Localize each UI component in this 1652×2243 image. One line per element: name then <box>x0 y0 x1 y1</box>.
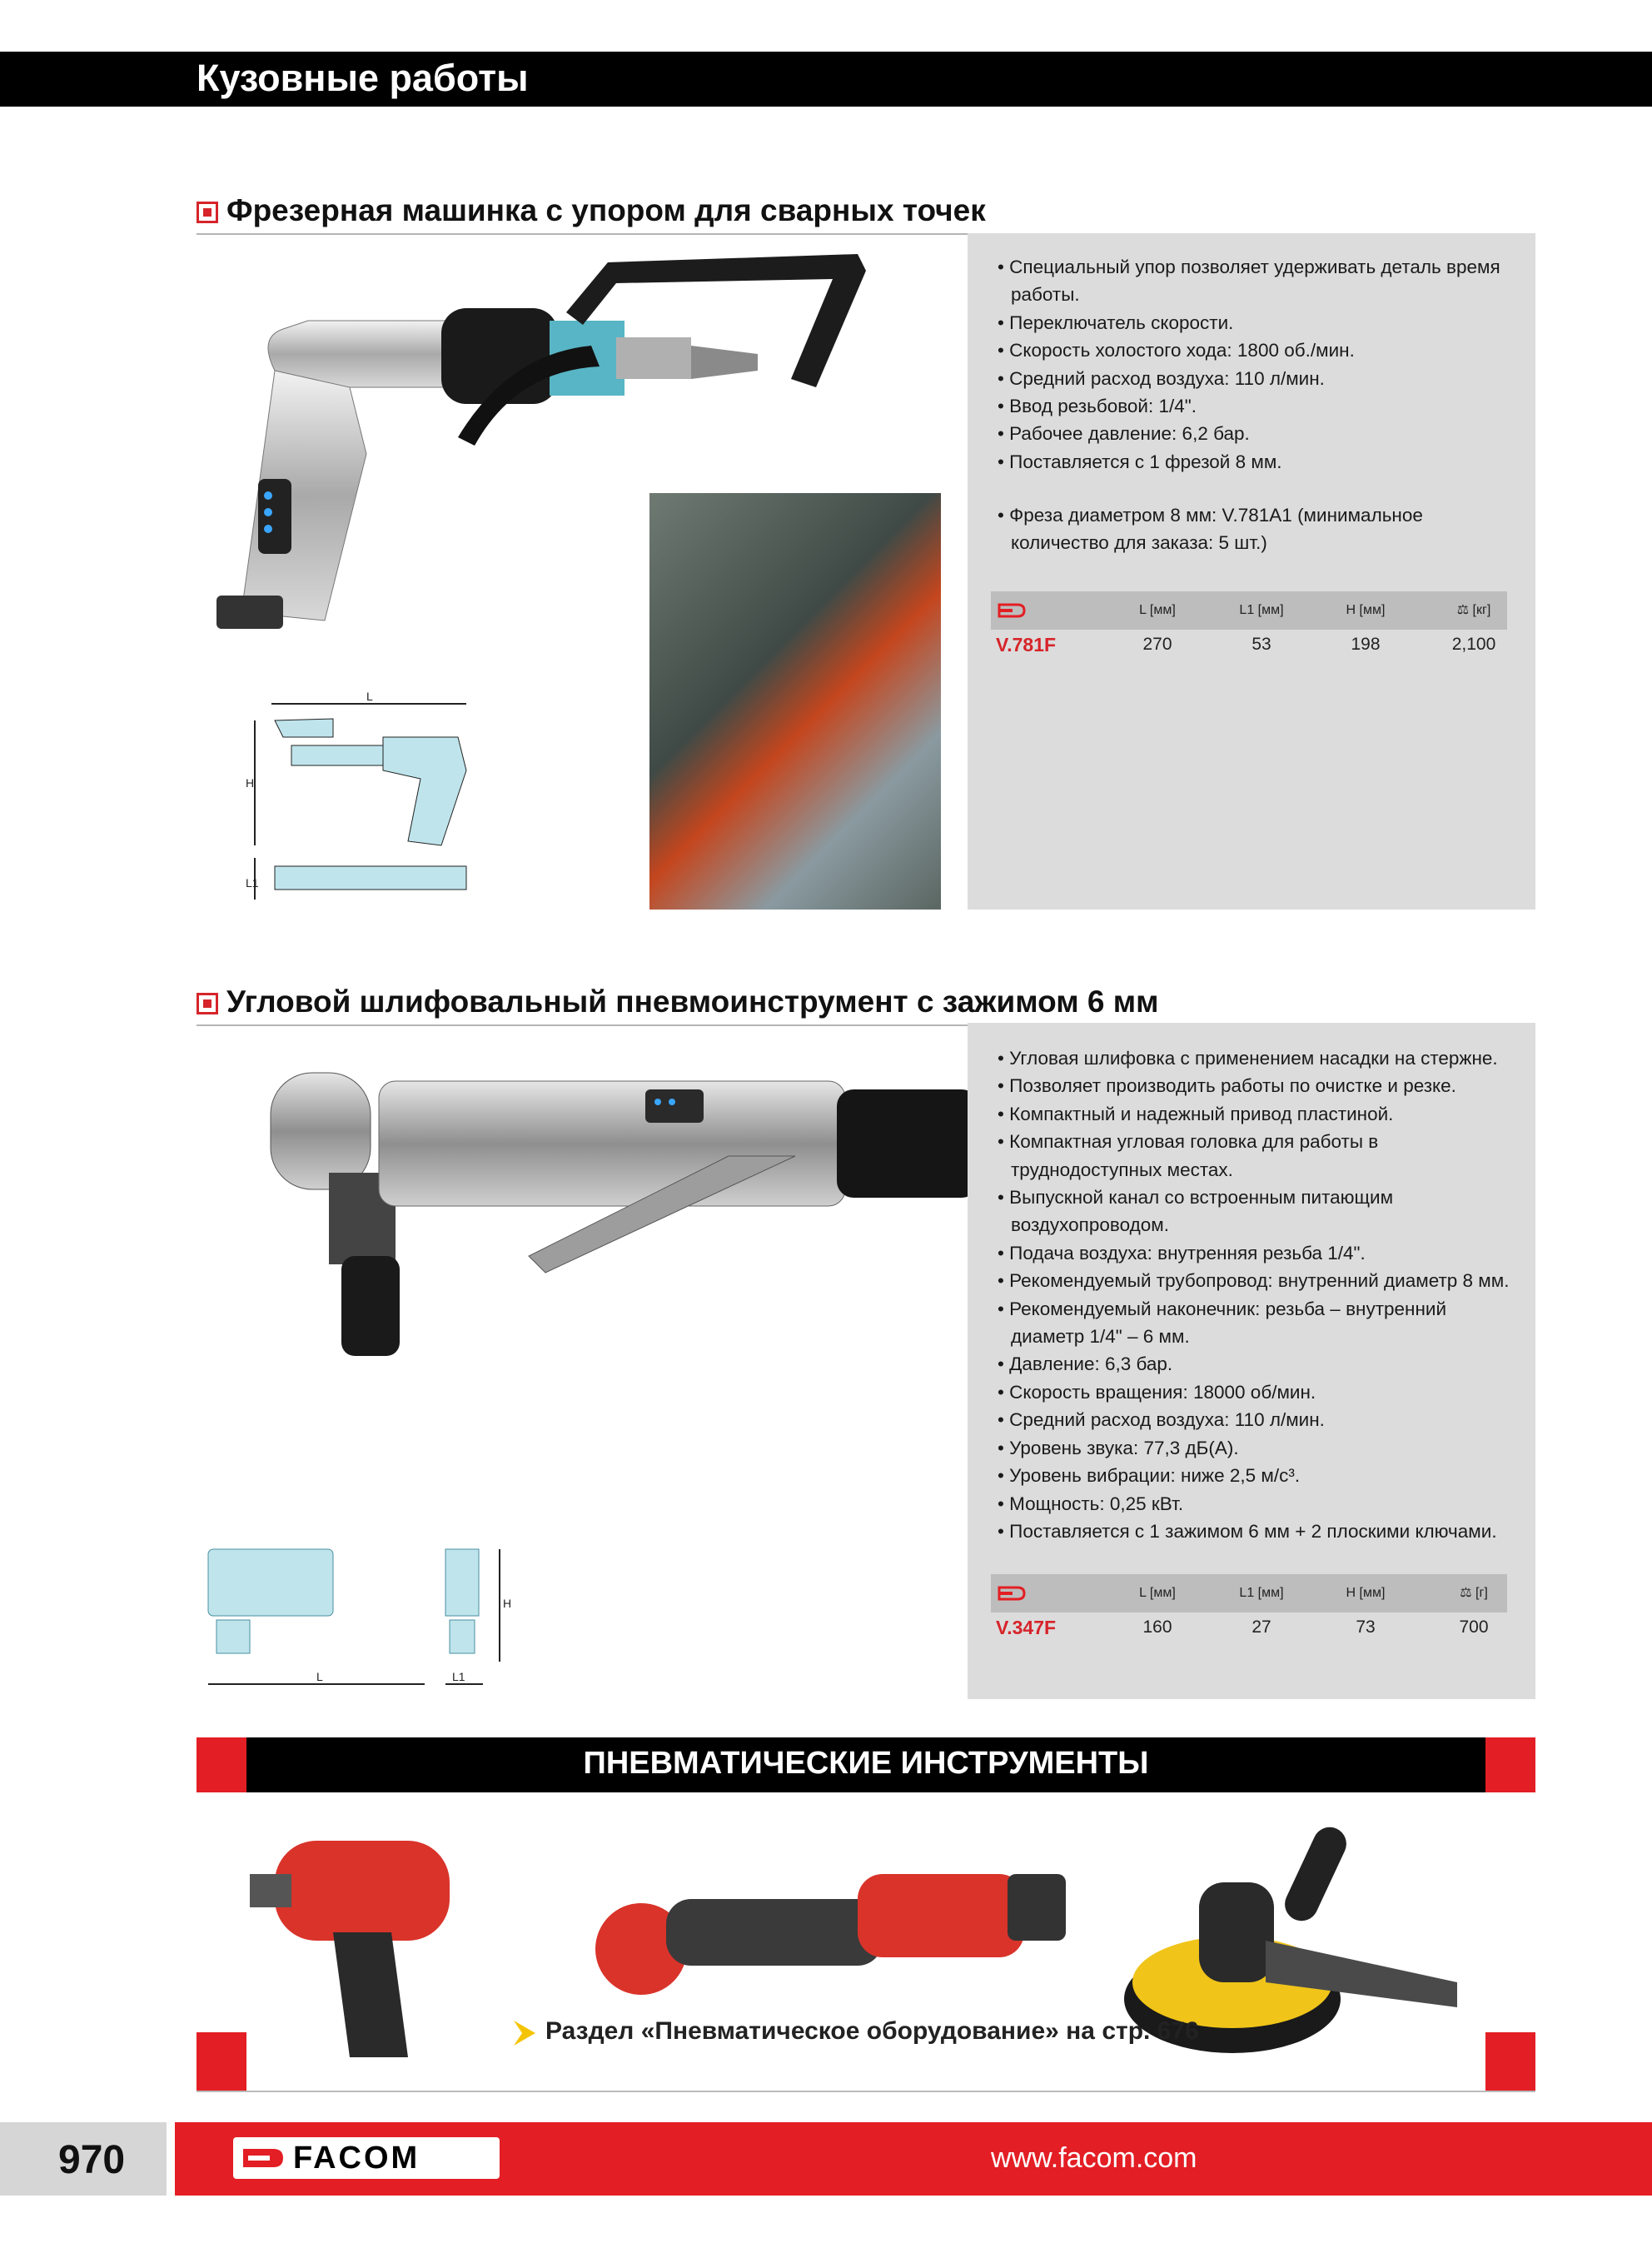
page-title: Кузовные работы <box>197 57 529 99</box>
product2-features <box>989 1044 1522 1545</box>
brand-name: FACOM <box>293 2141 420 2176</box>
col-header-weight: ⚖ [г] <box>1460 1586 1488 1600</box>
page-number: 970 <box>58 2138 126 2182</box>
workshop-photo <box>649 493 941 910</box>
feature-item: • Уровень вибрации: ниже 2,5 м/с³. <box>989 1462 1522 1489</box>
value-h: 73 <box>1356 1617 1376 1637</box>
footer-bar <box>175 2122 1652 2196</box>
website-link[interactable]: www.facom.com <box>991 2142 1197 2174</box>
col-header-l1: L1 [мм] <box>1239 603 1284 617</box>
feature-item: • Средний расход воздуха: 110 л/мин. <box>989 1406 1522 1433</box>
feature-item: • Ввод резьбовой: 1/4". <box>989 392 1522 420</box>
feature-item: • Рекомендуемый трубопровод: внутренний диаметр 8 мм. <box>989 1267 1522 1294</box>
product2-spec-header <box>991 1574 1507 1612</box>
feature-item: • Угловая шлифовка с применением насадки на стержне. <box>989 1044 1522 1072</box>
impact-wrench-image <box>241 1816 491 2066</box>
banner-corner-bottom-right <box>1485 2032 1535 2091</box>
banner-corner-bottom-left <box>197 2032 246 2091</box>
banner-corner-right <box>1485 1737 1535 1792</box>
section-marker-icon <box>197 202 218 223</box>
feature-item: • Поставляется с 1 фрезой 8 мм. <box>989 448 1522 476</box>
col-header-weight: ⚖ [кг] <box>1456 603 1491 617</box>
ratchet-wrench-image <box>583 1841 1074 2007</box>
feature-item: • Мощность: 0,25 кВт. <box>989 1490 1522 1518</box>
product2-heading <box>197 984 1535 1026</box>
dim-l-label: L <box>366 690 373 703</box>
feature-item: • Скорость вращения: 18000 об/мин. <box>989 1378 1522 1406</box>
value-weight: 700 <box>1459 1617 1489 1637</box>
feature-item: • Уровень звука: 77,3 дБ(А). <box>989 1434 1522 1462</box>
product1-accessory-note <box>989 501 1522 557</box>
banner-bottom-rule <box>197 2091 1535 2092</box>
banner-corner-left <box>197 1737 246 1792</box>
value-l1: 53 <box>1251 635 1271 654</box>
product-code[interactable]: V.347F <box>996 1617 1057 1638</box>
product1-title: Фрезерная машинка с упором для сварных точек <box>226 193 986 227</box>
product1-features <box>989 253 1522 476</box>
banner-title: ПНЕВМАТИЧЕСКИЕ ИНСТРУМЕНТЫ <box>583 1746 1149 1781</box>
product1-spec-header <box>991 591 1507 630</box>
dim-l1-label: L1 <box>452 1670 465 1683</box>
feature-item: • Переключатель скорости. <box>989 309 1522 336</box>
product2-spec-panel <box>968 1023 1535 1699</box>
col-header-l1: L1 [мм] <box>1239 1586 1284 1600</box>
dim-h-label: H <box>246 776 255 790</box>
product1-spec-row <box>991 630 1507 660</box>
footer-page-box <box>0 2122 167 2196</box>
dim-l1-label: L1 <box>246 876 259 890</box>
value-l: 160 <box>1142 1617 1172 1637</box>
arrow-right-icon <box>510 2019 539 2047</box>
accessory-note: • Фреза диаметром 8 мм: V.781A1 (минимальное количество для заказа: 5 шт.) <box>989 501 1522 557</box>
product-code[interactable]: V.781F <box>996 634 1057 655</box>
pneumatic-banner <box>197 1737 1535 1792</box>
feature-item: • Давление: 6,3 бар. <box>989 1350 1522 1378</box>
facom-logo <box>233 2137 500 2179</box>
col-header-h: H [мм] <box>1346 603 1386 617</box>
feature-item: • Скорость холостого хода: 1800 об./мин. <box>989 336 1522 364</box>
feature-item: • Поставляется с 1 зажимом 6 мм + 2 плоскими ключами. <box>989 1518 1522 1545</box>
value-l: 270 <box>1142 635 1172 654</box>
wrench-code-icon <box>998 603 1026 618</box>
product2-title: Угловой шлифовальный пневмоинструмент с зажимом 6 мм <box>226 984 1159 1019</box>
col-header-l: L [мм] <box>1139 603 1176 617</box>
col-header-l: L [мм] <box>1139 1586 1176 1600</box>
weight-icon: ⚖ <box>1456 603 1470 617</box>
angle-grinder-image <box>262 1056 978 1373</box>
weight-icon: ⚖ <box>1460 1586 1472 1600</box>
feature-item: • Компактная угловая головка для работы в труднодоступных местах. <box>989 1128 1522 1184</box>
dim-l-label: L <box>316 1670 323 1683</box>
feature-item: • Подача воздуха: внутренняя резьба 1/4". <box>989 1239 1522 1267</box>
feature-item: • Компактный и надежный привод пластиной. <box>989 1100 1522 1128</box>
feature-item: • Позволяет производить работы по очистке и резке. <box>989 1072 1522 1099</box>
facom-wrench-icon <box>241 2147 285 2169</box>
section-marker-icon <box>197 993 218 1014</box>
product1-spec-panel <box>968 233 1535 910</box>
wrench-code-icon <box>998 1586 1026 1601</box>
product1-dimension-drawing <box>241 687 483 908</box>
value-weight: 2,100 <box>1451 635 1496 654</box>
value-h: 198 <box>1351 635 1381 654</box>
page-header-bar <box>0 52 1652 107</box>
pneumatic-section-link-text[interactable]: Раздел «Пневматическое оборудование» на стр. 676 <box>545 2017 1199 2045</box>
col-header-h: H [мм] <box>1346 1586 1386 1600</box>
feature-item: • Специальный упор позволяет удерживать деталь время работы. <box>989 253 1522 309</box>
feature-item: • Рекомендуемый наконечник: резьба – внутренний диаметр 1/4" – 6 мм. <box>989 1295 1522 1351</box>
feature-item: • Выпускной канал со встроенным питающим воздухопроводом. <box>989 1184 1522 1239</box>
product2-spec-row <box>991 1612 1507 1642</box>
feature-item: • Рабочее давление: 6,2 бар. <box>989 420 1522 447</box>
product2-dimension-drawing <box>200 1541 516 1699</box>
feature-item: • Средний расход воздуха: 110 л/мин. <box>989 365 1522 392</box>
value-l1: 27 <box>1251 1617 1271 1637</box>
dim-h-label: H <box>503 1597 512 1610</box>
product1-heading <box>197 193 1535 235</box>
